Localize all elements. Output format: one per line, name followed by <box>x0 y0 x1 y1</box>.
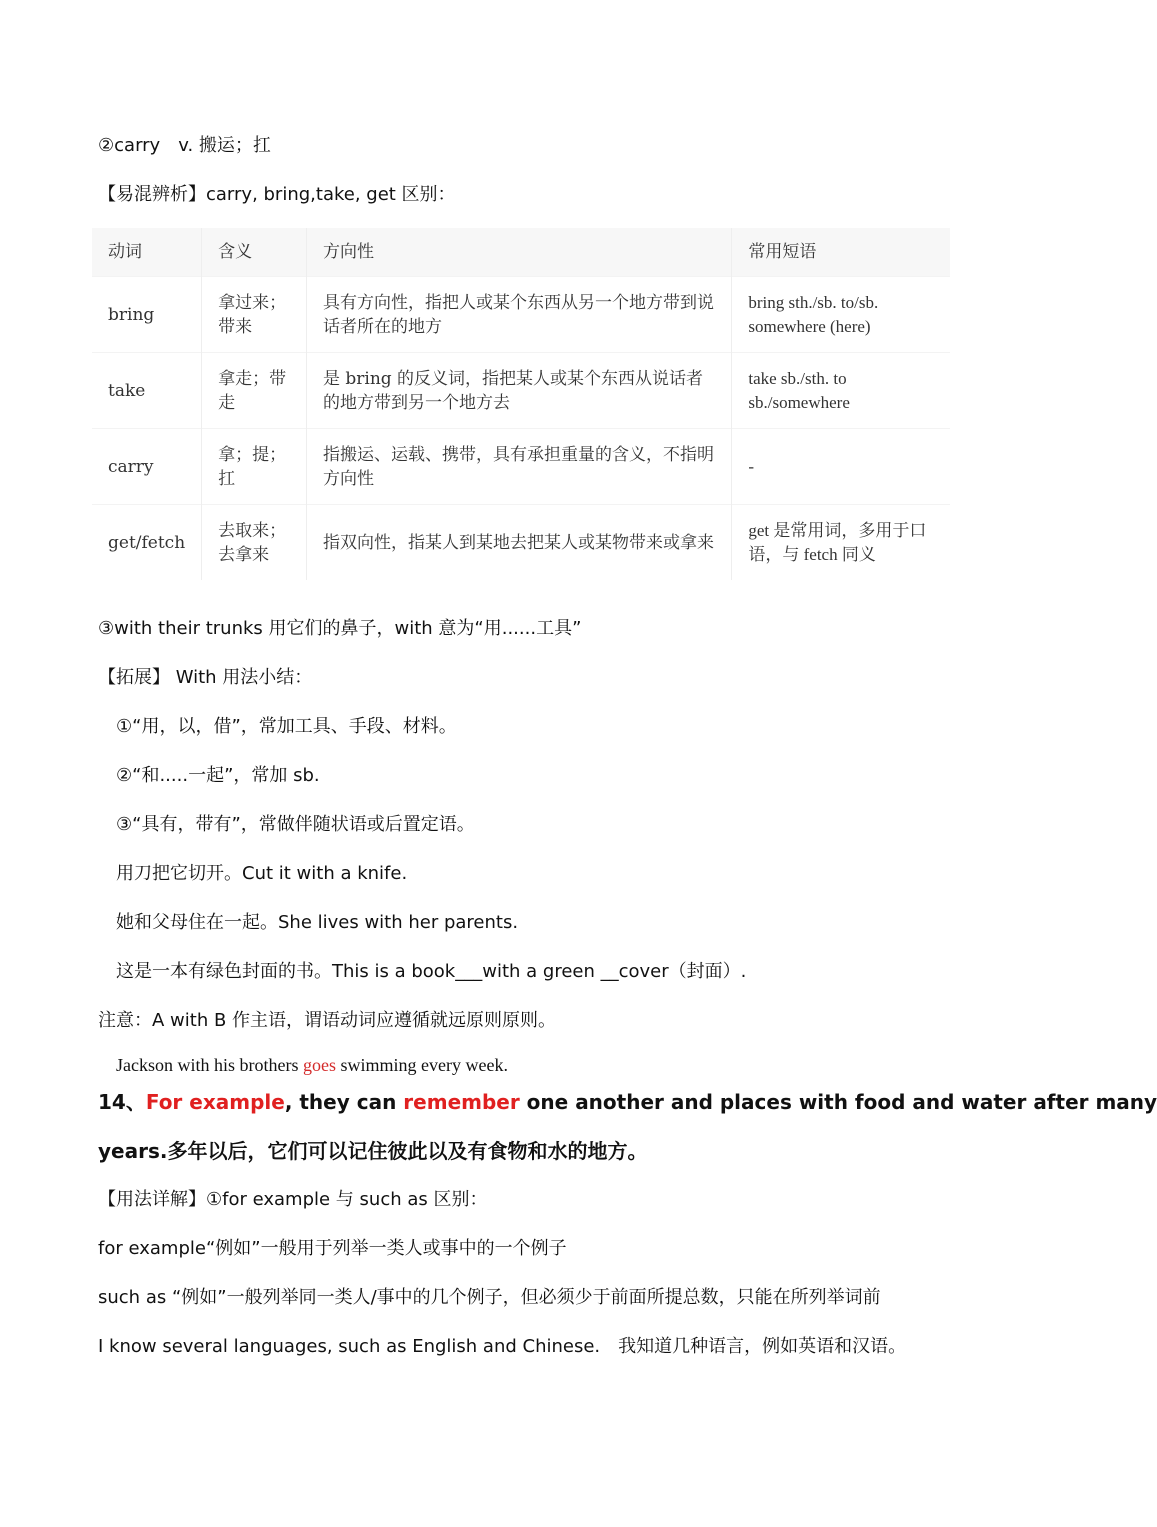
meaning-cell: 拿过来；带来 <box>202 277 307 353</box>
direction-cell: 指双向性，指某人到某地去把某人或某物带来或拿来 <box>306 505 731 581</box>
such-as-note: such as “例如”一般列举同一类人/事中的几个例子，但必须少于前面所提总数，只能在所列举词前 <box>98 1287 881 1308</box>
table-row <box>92 505 950 581</box>
table-header-row <box>92 228 950 277</box>
phrase-cell: bring sth./sb. to/sb. somewhere (here) <box>732 277 950 353</box>
phrase-cell: take sb./sth. to sb./somewhere <box>732 353 950 429</box>
example-sentence: 她和父母住在一起。She lives with her parents. <box>116 912 519 933</box>
table-row <box>92 429 950 505</box>
usage-item: ②“和.....一起”，常加 sb. <box>116 765 320 786</box>
verb-comparison-table <box>92 228 950 580</box>
expand-label: 【拓展】 With 用法小结： <box>98 667 313 688</box>
sentence-14-line2: years.多年以后，它们可以记住彼此以及有食物和水的地方。 <box>98 1139 648 1163</box>
usage-detail-label: 【用法详解】①for example 与 such as 区别： <box>98 1189 488 1210</box>
example-sentence: 用刀把它切开。Cut it with a knife. <box>116 863 408 884</box>
table-row <box>92 353 950 429</box>
meaning-cell: 拿走；带走 <box>202 353 307 429</box>
usage-item: ③“具有，带有”，常做伴随状语或后置定语。 <box>116 814 475 835</box>
direction-cell: 具有方向性，指把人或某个东西从另一个地方带到说话者所在的地方 <box>306 277 731 353</box>
usage-item: ①“用，以，借”，常加工具、手段、材料。 <box>116 716 457 737</box>
table-row <box>92 277 950 353</box>
sentence-text: , they can <box>284 1090 404 1114</box>
direction-cell: 是 bring 的反义词，指把某人或某个东西从说话者的地方带到另一个地方去 <box>306 353 731 429</box>
verb-cell: take <box>92 353 202 429</box>
jackson-after: swimming every week. <box>335 1055 508 1075</box>
for-example-note: for example“例如”一般用于列举一类人或事中的一个例子 <box>98 1238 567 1259</box>
phrase-cell: - <box>732 429 950 505</box>
column-header-phrase: 常用短语 <box>732 228 950 277</box>
jackson-highlight: goes <box>302 1055 336 1075</box>
carry-heading: ②carry v. 搬运；扛 <box>98 135 271 156</box>
sentence-number: 14、 <box>98 1090 146 1114</box>
jackson-example <box>116 1052 508 1078</box>
key-phrase-remember: remember <box>403 1090 520 1114</box>
column-header-verb: 动词 <box>92 228 202 277</box>
sentence-14-line1 <box>98 1089 1157 1115</box>
jackson-before: Jackson with his brothers <box>116 1055 303 1075</box>
column-header-direction: 方向性 <box>306 228 731 277</box>
verb-cell: get/fetch <box>92 505 202 581</box>
verb-cell: bring <box>92 277 202 353</box>
key-phrase-for-example: For example <box>145 1090 285 1114</box>
column-header-meaning: 含义 <box>202 228 307 277</box>
direction-cell: 指搬运、运载、携带，具有承担重量的含义，不指明方向性 <box>306 429 731 505</box>
final-example: I know several languages, such as English and Chinese. 我知道几种语言，例如英语和汉语。 <box>98 1336 907 1357</box>
sentence-text: one another and places with food and water after many <box>519 1090 1157 1114</box>
phrase-cell: get 是常用词，多用于口语，与 fetch 同义 <box>732 505 950 581</box>
example-sentence: 这是一本有绿色封面的书。This is a book___with a green __cover（封面）. <box>116 961 747 982</box>
with-trunks-note: ③with their trunks 用它们的鼻子，with 意为“用......工具” <box>98 618 582 639</box>
verb-cell: carry <box>92 429 202 505</box>
note-line: 注意：A with B 作主语，谓语动词应遵循就远原则原则。 <box>98 1010 557 1031</box>
meaning-cell: 去取来；去拿来 <box>202 505 307 581</box>
meaning-cell: 拿；提；扛 <box>202 429 307 505</box>
confusion-label: 【易混辨析】carry, bring,take, get 区别： <box>98 184 456 205</box>
